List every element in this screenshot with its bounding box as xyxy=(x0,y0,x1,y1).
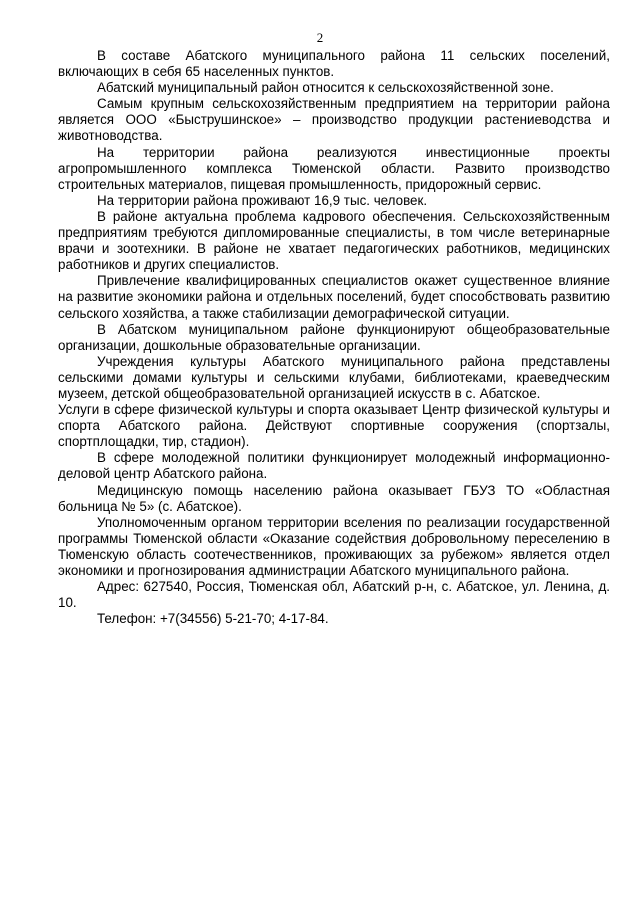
paragraph-staffing-problem: В районе актуальна проблема кадрового обеспечения. Сельскохозяйственным предприятиям требуются дипломированные специалисты, в том числе ветеринарные врачи и зоотехники. В районе не хватает педагогических работников, медицинских работников и других специалистов. xyxy=(58,208,610,273)
paragraph-agricultural-zone: Абатский муниципальный район относится к сельскохозяйственной зоне. xyxy=(97,80,554,96)
page-number: 2 xyxy=(316,30,324,45)
paragraph-address: Адрес: 627540, Россия, Тюменская обл, Абатский р-н, с. Абатское, ул. Ленина, д. 10. xyxy=(58,579,610,611)
paragraph-population: На территории района проживают 16,9 тыс. человек. xyxy=(97,192,428,208)
paragraph-education: В Абатском муниципальном районе функционируют общеобразовательные организации, дошкольные образовательные организации. xyxy=(58,321,610,353)
paragraph-medical: Медицинскую помощь населению района оказывает ГБУЗ ТО «Областная больница № 5» (с. Абатское). xyxy=(58,482,610,514)
paragraph-phone: Телефон: +7(34556) 5-21-70; 4-17-84. xyxy=(97,611,329,627)
paragraph-sports: Услуги в сфере физической культуры и спорта оказывает Центр физической культуры и спорта Абатского района. Действуют спортивные сооружения (спортзалы, спортплощадки, тир, стадион). xyxy=(58,402,610,450)
paragraph-authorized-body: Уполномоченным органом территории вселения по реализации государственной программы Тюменской области «Оказание содействия добровольному переселению в Тюменскую область соотечественников, проживающих за рубежом» является отдел экономики и прогнозирования администрации Абатского муниципального района. xyxy=(58,514,610,578)
paragraph-youth-policy: В сфере молодежной политики функционирует молодежный информационно-деловой центр Абатского района. xyxy=(58,450,610,482)
paragraph-specialists-impact: Привлечение квалифицированных специалистов окажет существенное влияние на развитие экономики района и отдельных поселений, будет способствовать развитию сельского хозяйства, а также стабилизации демографической ситуации. xyxy=(58,273,610,321)
paragraph-investment-projects: На территории района реализуются инвестиционные проекты агропромышленного комплекса Тюменской области. Развито производство строительных материалов, пищевая промышленность, придорожный сервис. xyxy=(58,144,610,192)
paragraph-settlements: В составе Абатского муниципального района 11 сельских поселений, включающих в себя 65 населенных пунктов. xyxy=(58,48,610,80)
paragraph-culture: Учреждения культуры Абатского муниципального района представлены сельскими домами культуры и сельскими клубами, библиотеками, краеведческим музеем, детской общеобразовательной организацией искусств в с. Абатское. xyxy=(58,353,610,401)
document-body xyxy=(58,48,610,627)
paragraph-largest-enterprise: Самым крупным сельскохозяйственным предприятием на территории района является ООО «Быструшинское» – производство продукции растениеводства и животноводства. xyxy=(58,96,610,144)
